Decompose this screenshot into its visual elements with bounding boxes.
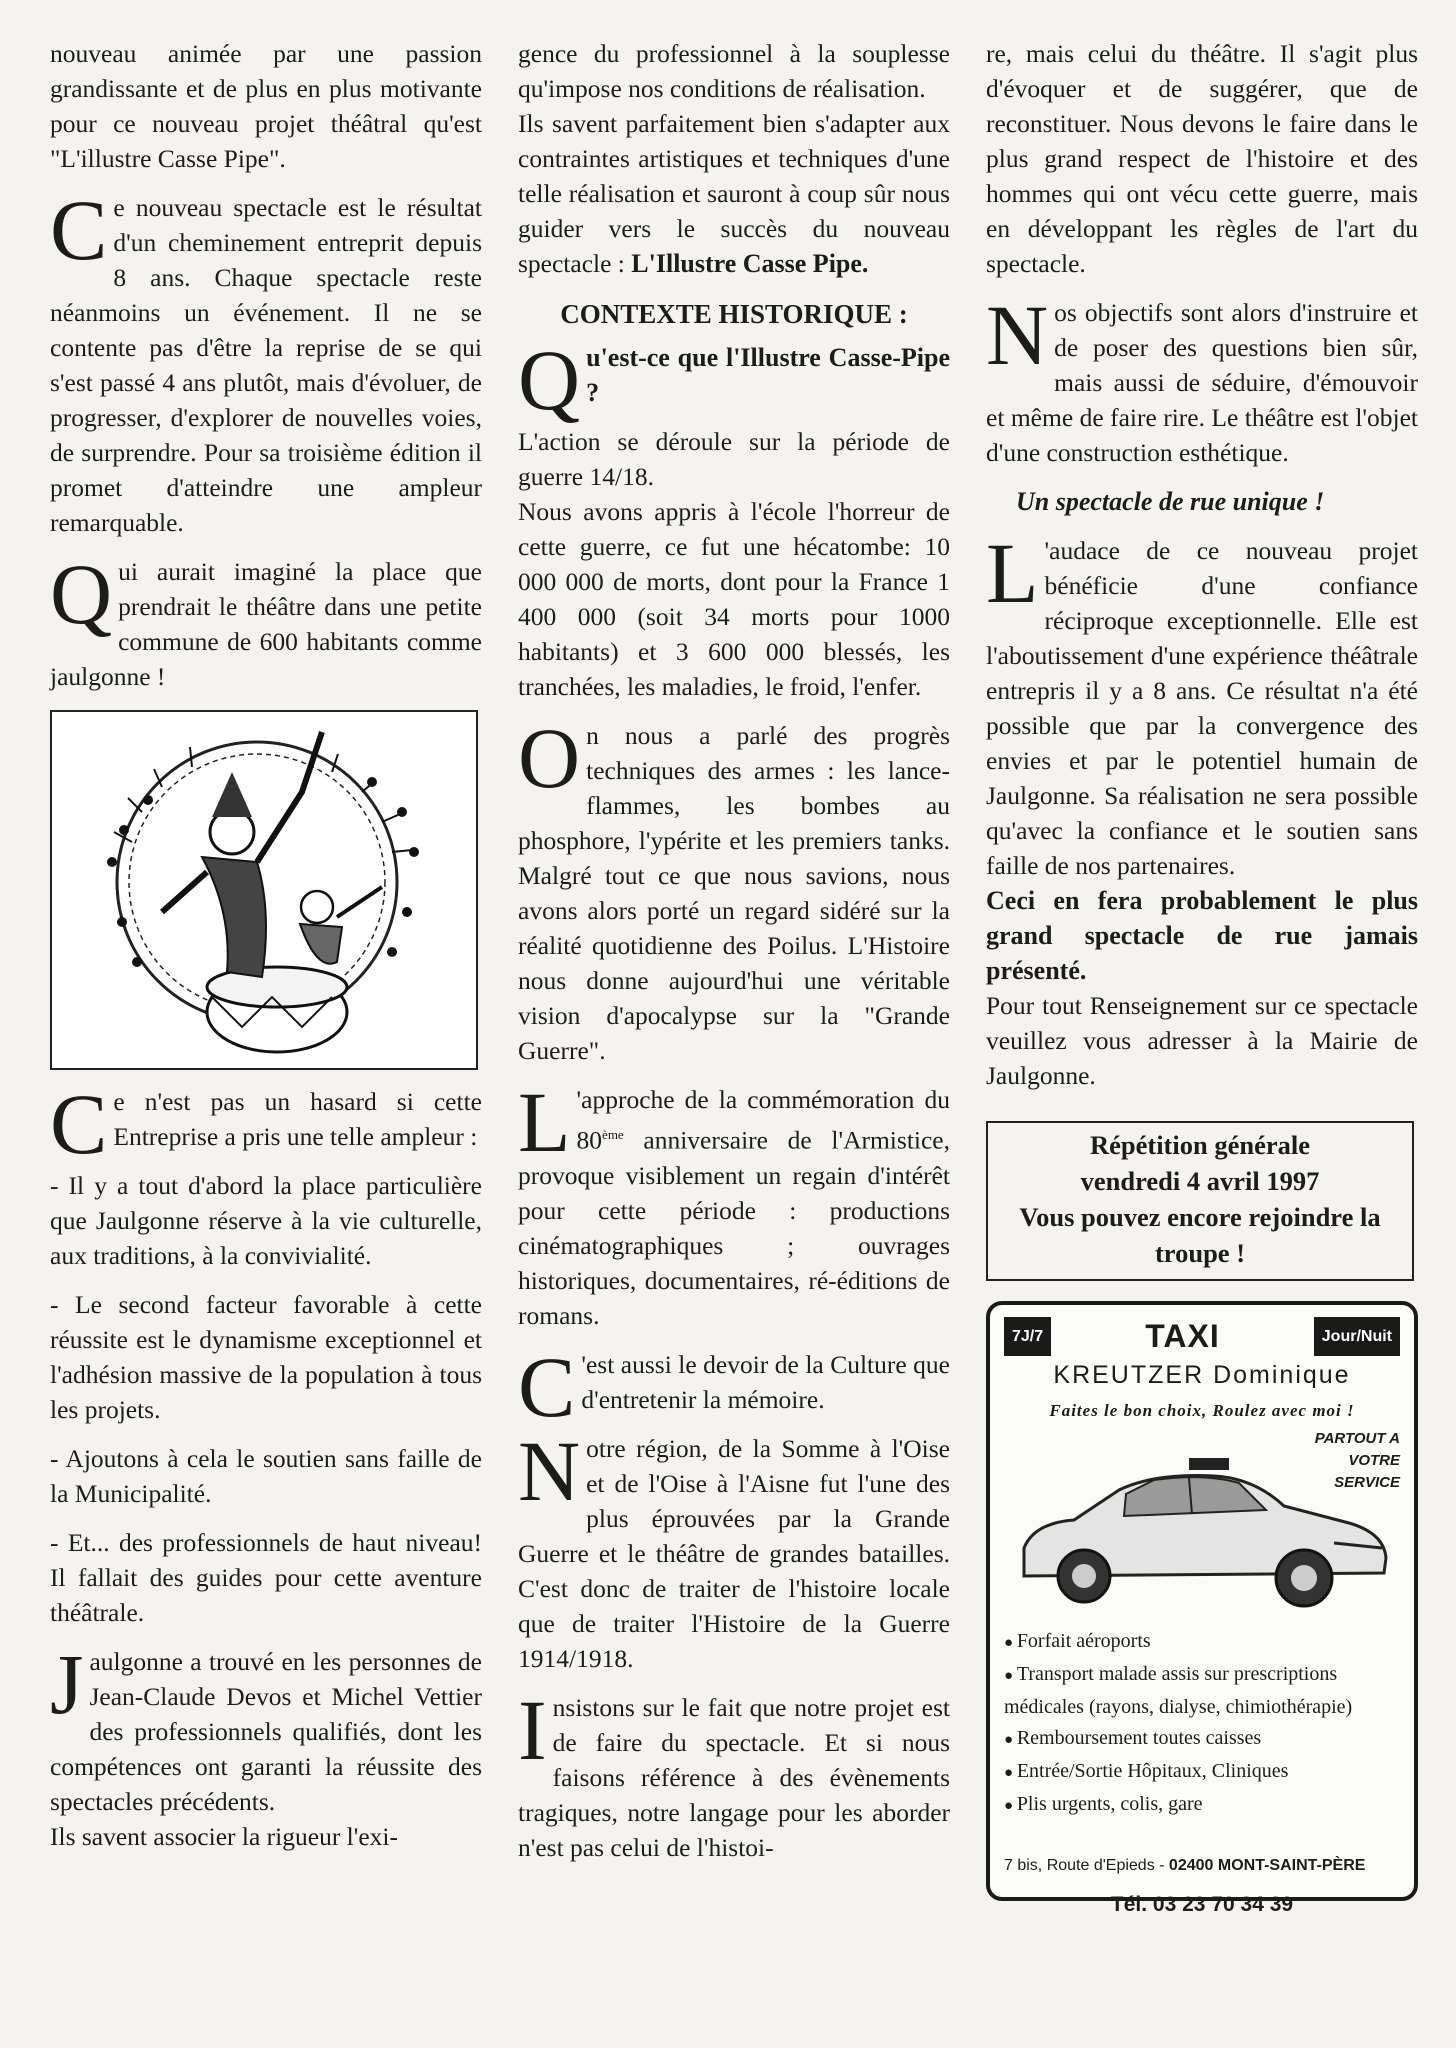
drop-cap: N	[986, 287, 1049, 383]
drop-cap: O	[518, 710, 581, 806]
paragraph: Insistons sur le fait que notre projet est de faire du spectacle. Et si nous faisons référence à des évènements tragiques, notre langage pour les aborder n'est pas celui de l'histoi-	[518, 1681, 950, 1862]
phone-number: Tél. 03 23 70 34 39	[1110, 1893, 1294, 1916]
paragraph: C 'est aussi le devoir de la Culture que d'entretenir la mémoire.	[518, 1338, 950, 1435]
tag-jour-nuit: Jour/Nuit	[1314, 1317, 1400, 1356]
column-1	[50, 36, 482, 1868]
ad-header	[1004, 1317, 1400, 1356]
list-item: ● Entrée/Sortie Hôpitaux, Cliniques	[1004, 1756, 1400, 1789]
paragraph: Nous avons appris à l'école l'horreur de cette guerre, ce fut une hécatombe: 10 000 000 de morts, dont pour la France 1 400 000 (soit 34 morts pour 1000 habitants) et 3 600 000 blessés, les tranchées, les maladies, le froid, l'enfer.	[518, 497, 950, 701]
driver-name: KREUTZER Dominique	[1053, 1361, 1351, 1389]
paragraph: - Il y a tout d'abord la place particulière que Jaulgonne réserve à la vie culturelle, aux traditions, à la convivialité.	[50, 1171, 482, 1270]
drop-cap: C	[518, 1338, 576, 1435]
paragraph: On nous a parlé des progrès techniques des armes : les lance-flammes, les bombes au phosphore, l'ypérite et les premiers tanks. Malgré tout ce que nous savions, nous avons alors porté un regard sidéré sur la réalité quotidienne des Poilus. L'Histoire nous donne aujourd'hui une véritable vision d'apocalypse sur la "Grande Guerre".	[518, 710, 950, 1065]
drop-cap: Q	[518, 332, 581, 428]
bold-statement: Ceci en fera probablement le plus grand spectacle de rue jamais présenté.	[986, 886, 1418, 985]
paragraph: L'action se déroule sur la période de guerre 14/18.	[518, 427, 950, 491]
taxi-advertisement	[986, 1301, 1418, 1916]
list-item: ● Transport malade assis sur prescriptions médicales (rayons, dialyse, chimiothérapie)	[1004, 1659, 1400, 1723]
list-item: ● Remboursement toutes caisses	[1004, 1723, 1400, 1756]
rehearsal-notice	[986, 1121, 1414, 1281]
car-image	[1004, 1428, 1400, 1618]
drop-cap: L	[986, 525, 1039, 621]
paragraph: Jaulgonne a trouvé en les personnes de Jean-Claude Devos et Michel Vettier des professionnels qualifiés, dont les compétences ont garanti la réussite des spectacles précédents.	[50, 1636, 482, 1816]
notice-line: Répétition générale	[1089, 1130, 1311, 1160]
service-list	[1004, 1626, 1400, 1822]
paragraph: gence du professionnel à la souplesse qu'impose nos conditions de réalisation.	[518, 39, 950, 103]
drop-cap: C	[50, 1076, 108, 1172]
taxi-title: TAXI	[1145, 1318, 1220, 1354]
list-item: ● Forfait aéroports	[1004, 1626, 1400, 1659]
subheading: Un spectacle de rue unique !	[1016, 487, 1325, 516]
paragraph: - Et... des professionnels de haut niveau! Il fallait des guides pour cette aventure théâtrale.	[50, 1528, 482, 1627]
list-item: ● Plis urgents, colis, gare	[1004, 1789, 1400, 1822]
paragraph: Ils savent associer la rigueur l'exi-	[50, 1822, 399, 1851]
paragraph: Ils savent parfaitement bien s'adapter aux contraintes artistiques et techniques d'une telle réalisation et sauront à coup sûr nous guider vers le succès du nouveau spectacle : L'Illustre Casse Pipe.	[518, 109, 950, 278]
paragraph: Notre région, de la Somme à l'Oise et de l'Oise à l'Aisne fut l'une des plus éprouvées par la Grande Guerre et le théâtre de grandes batailles. C'est donc de traiter de l'histoire locale que de traiter l'Histoire de la Guerre 1914/1918.	[518, 1422, 950, 1673]
paragraph: Ce n'est pas un hasard si cette Entreprise a pris une telle ampleur :	[50, 1076, 482, 1172]
drop-cap: N	[518, 1422, 581, 1519]
service-label: PARTOUT A VOTRE SERVICE	[1314, 1430, 1400, 1491]
drummer-clown-illustration	[50, 710, 478, 1070]
paragraph: Pour tout Renseignement sur ce spectacle veuillez vous adresser à la Mairie de Jaulgonne.	[986, 991, 1418, 1090]
clown-drawing-icon	[52, 712, 476, 1068]
paragraph: re, mais celui du théâtre. Il s'agit plus d'évoquer et de suggérer, que de reconstituer. Nous devons le faire dans le plus grand respect de l'histoire et des hommes qui ont vécu cette guerre, mais en développant les règles de l'art du spectacle.	[986, 39, 1418, 278]
drop-cap: Q	[50, 546, 113, 642]
drop-cap: C	[50, 182, 108, 278]
paragraph: L 'approche de la commémoration du 80ème anniversaire de l'Armistice, provoque visiblement un regain d'intérêt pour cette période : productions cinématographiques ; ouvrages historiques, documentaires, ré-éditions de romans.	[518, 1074, 950, 1330]
ad-slogan: Faites le bon choix, Roulez avec moi !	[1049, 1401, 1355, 1420]
paragraph: Ce nouveau spectacle est le résultat d'un cheminement entreprit depuis 8 ans. Chaque spectacle reste néanmoins un événement. Il ne se contente pas d'être la reprise de se qui s'est passé 4 ans plutôt, mais d'évoluer, de progresser, d'explorer de nouvelles voies, de surprendre. Pour sa troisième édition il promet d'atteindre une ampleur remarquable.	[50, 182, 482, 537]
bold-title: L'Illustre Casse Pipe.	[631, 249, 869, 278]
notice-line: Vous pouvez encore rejoindre la troupe !	[1019, 1202, 1381, 1268]
drop-cap: L	[518, 1074, 571, 1170]
notice-line: vendredi 4 avril 1997	[1080, 1166, 1320, 1196]
paragraph: Qu'est-ce que l'Illustre Casse-Pipe ?	[518, 332, 950, 428]
tag-7j7: 7J/7	[1004, 1317, 1051, 1356]
paragraph: L 'audace de ce nouveau projet bénéficie d'une confiance réciproque exceptionnelle. Elle est l'aboutissement d'une expérience théâtrale entrepris il y a 8 ans. Ce résultat n'a été possible que par la convergence des envies et par le potentiel humain de Jaulgonne. Sa réalisation ne sera possible qu'avec la confiance et le soutien sans faille de nos partenaires.	[986, 525, 1418, 880]
address: 7 bis, Route d'Epieds - 02400 MONT-SAINT-PÈRE	[1004, 1857, 1366, 1874]
column-3	[986, 36, 1418, 1916]
paragraph: - Ajoutons à cela le soutien sans faille de la Municipalité.	[50, 1444, 482, 1508]
column-2	[518, 36, 950, 1879]
paragraph: - Le second facteur favorable à cette réussite est le dynamisme exceptionnel et l'adhésion massive de la population à tous les projets.	[50, 1290, 482, 1424]
drop-cap: J	[50, 1636, 84, 1732]
paragraph: Qui aurait imaginé la place que prendrait le théâtre dans une petite commune de 600 habitants comme jaulgonne !	[50, 546, 482, 691]
paragraph: nouveau animée par une passion grandissante et de plus en plus motivante pour ce nouveau projet théâtral qu'est "L'illustre Casse Pipe".	[50, 39, 482, 173]
paragraph: Nos objectifs sont alors d'instruire et de poser des questions bien sûr, mais aussi de séduire, d'émouvoir et même de faire rire. Le théâtre est l'objet d'une construction esthétique.	[986, 287, 1418, 467]
drop-cap: I	[518, 1681, 547, 1778]
section-heading: CONTEXTE HISTORIQUE :	[560, 299, 908, 329]
paragraph	[986, 883, 1418, 988]
